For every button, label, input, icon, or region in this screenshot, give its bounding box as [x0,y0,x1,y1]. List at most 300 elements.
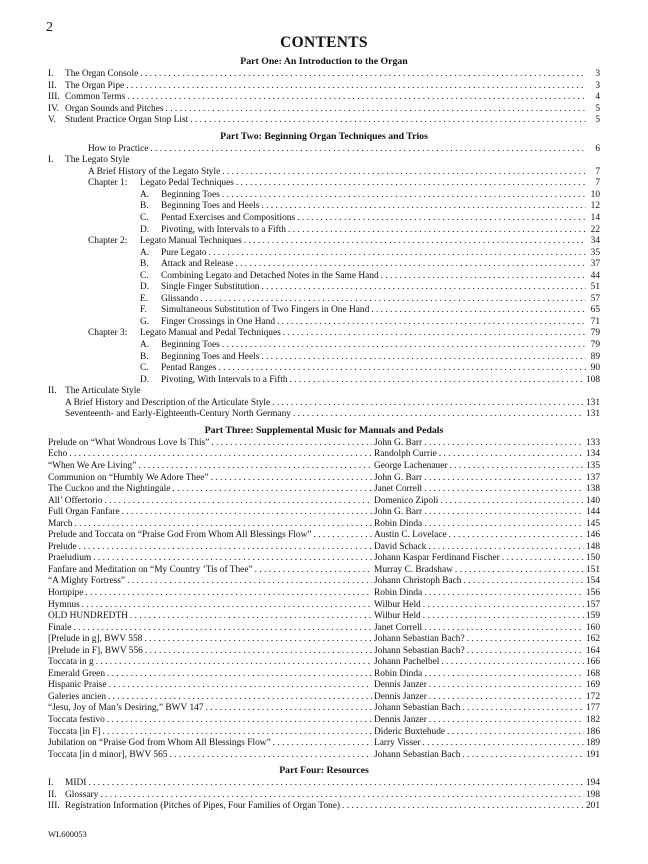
dot-leader [222,190,586,202]
music-entry[interactable] [48,473,600,485]
toc-page-number: 157 [585,599,600,610]
toc-page-number: 189 [585,738,600,749]
dot-leader [105,496,372,508]
toc-entry-text: A Brief History of the Legato Style [88,166,221,177]
music-entry[interactable] [48,703,600,715]
toc-subentry[interactable] [48,282,600,294]
music-title-cell [48,703,374,715]
toc-subentry[interactable] [48,363,600,375]
toc-entry-text: Beginning Toes [161,340,220,351]
music-title: [Prelude in g], BWV 558 [48,634,143,645]
toc-marker: III. [48,801,60,812]
music-entry[interactable] [48,507,600,519]
dot-leader [462,703,583,715]
music-entry[interactable] [48,519,600,531]
dot-leader [102,727,372,739]
toc-page-number: 65 [590,305,600,316]
toc-page-number: 3 [595,69,600,79]
toc-chapter[interactable] [48,328,600,340]
toc-subentry[interactable] [48,305,600,317]
toc-entry-text: The Legato Style [65,155,130,166]
toc-page-number: 79 [590,340,600,351]
dot-leader [144,634,372,646]
dot-leader [314,530,372,542]
music-title: Toccata [in F] [48,726,101,737]
dot-leader [371,305,586,317]
music-entry[interactable] [48,727,600,739]
toc-entry-text: Pentad Exercises and Compositions [161,213,296,224]
toc-entry-text: Glossary [65,789,99,800]
music-entry[interactable] [48,542,600,554]
toc-entry-text: Legato Pedal Techniques [140,178,234,189]
toc-marker: C. [140,213,149,224]
music-title: Emerald Green [48,668,106,679]
dot-leader [74,519,372,531]
toc-marker: D. [140,374,150,385]
toc-entry[interactable] [48,81,600,93]
toc-subentry[interactable] [48,201,600,213]
toc-page-number: 156 [585,587,600,598]
toc-entry[interactable] [48,790,600,802]
toc-page-number: 135 [585,460,600,471]
page-title: CONTENTS [280,34,368,51]
toc-entry-text: Legato Manual Techniques [140,236,242,247]
music-title-cell [48,680,374,692]
dot-leader [273,738,372,750]
toc-subentry[interactable] [48,225,600,237]
toc-page-number: 150 [585,553,600,564]
music-title-cell [48,657,374,669]
toc-page-number: 10 [590,189,600,200]
dot-leader [429,680,584,692]
toc-page-number: 177 [585,703,600,714]
toc-marker: I. [48,69,54,79]
music-entry[interactable] [48,634,600,646]
composer-name: Dennis Janzer [374,714,427,725]
toc-marker: C. [140,270,149,281]
composer-name: Dennis Janzer [374,680,427,691]
toc-page-number: 7 [595,166,600,177]
music-title-cell [48,669,374,681]
dot-leader [293,409,584,421]
toc-page-number: 198 [585,789,600,800]
toc-page-number: 138 [585,484,600,495]
dot-leader [138,461,372,473]
composer-name: Domenico Zipoli [374,495,439,506]
music-entry[interactable] [48,600,600,612]
legato-chapters [48,178,600,386]
toc-page-number: 146 [585,530,600,541]
music-entry[interactable] [48,565,600,577]
music-entry[interactable] [48,738,600,750]
composer-name: Wilbur Held [374,611,421,622]
dot-leader [130,611,372,623]
toc-page-number: 12 [590,201,600,212]
dot-leader [126,81,586,93]
dot-leader [107,669,372,681]
toc-marker: I. [48,155,54,166]
music-entry[interactable] [48,576,600,588]
toc-subentry[interactable] [48,375,600,387]
composer-name: Robin Dinda [374,587,423,598]
toc-page-number: 154 [585,576,600,587]
toc-page-number: 151 [585,564,600,575]
toc-marker: A. [140,340,150,351]
toc-entry[interactable] [48,104,600,116]
toc-subentry[interactable] [48,294,600,306]
music-title: Toccata festivo [48,714,105,725]
music-title: All’ Offertorio [48,495,103,506]
dot-leader [108,692,372,704]
toc-page-number: 3 [595,80,600,91]
music-entry[interactable] [48,438,600,450]
toc-page-number: 191 [585,749,600,760]
toc-page-number: 34 [590,236,600,247]
music-title: [Prelude in F], BWV 556 [48,645,143,656]
toc-page-number: 71 [590,316,600,327]
dot-leader [439,449,584,461]
composer-name: John G. Barr [374,507,423,518]
toc-entry-text: Glissando [161,293,199,304]
dot-leader [440,496,584,508]
toc-page-number: 7 [595,178,600,189]
toc-page-number: 182 [585,714,600,725]
dot-leader [261,352,586,364]
toc-entry[interactable] [48,409,600,421]
toc-marker: F. [140,305,147,316]
toc-entry-text: MIDI [65,778,87,789]
toc-entry-text: Pivoting, with Intervals to a Fifth [161,224,286,235]
music-title-cell [48,496,374,508]
toc-entry[interactable] [48,69,600,81]
dot-leader [467,634,584,646]
composer-name: Dennis Janzer [374,691,427,702]
dot-leader [96,657,372,669]
music-title-cell [48,623,374,635]
music-title: Prelude [48,541,77,552]
toc-entry-text: A Brief History and Description of the Articulate Style [65,397,271,408]
music-title-cell [48,438,374,450]
articulate-list [48,398,600,421]
music-title-cell [48,449,374,461]
dot-leader [109,680,372,692]
toc-marker: A. [140,189,150,200]
music-title-cell [48,588,374,600]
dot-leader [424,507,584,519]
music-title-cell [48,542,374,554]
part-four-heading: Part Four: Resources [279,765,369,777]
dot-leader [428,542,584,554]
toc-page-number: 159 [585,611,600,622]
music-title-cell [48,738,374,750]
toc-page-number: 131 [585,397,600,408]
music-title: “When We Are Living” [48,460,137,471]
toc-entry-text: Finger Crossings in One Hand [161,316,276,327]
music-entry[interactable] [48,449,600,461]
music-entry[interactable] [48,496,600,508]
music-title: Prelude on “What Wondrous Love Is This” [48,437,210,448]
dot-leader [283,328,586,340]
music-title-cell [48,484,374,496]
music-title: Echo [48,449,68,460]
toc-entry[interactable] [48,92,600,104]
composer-name: Dideric Buxtehude [374,726,446,737]
toc-page-number: 131 [585,409,600,420]
music-entry[interactable] [48,715,600,727]
music-entry[interactable] [48,623,600,635]
toc-heading-legato-style [48,155,600,167]
toc-page-number: 51 [590,282,600,293]
music-entry[interactable] [48,484,600,496]
toc-chapter[interactable] [48,178,600,190]
composer-name: Austin C. Lovelace [374,530,447,541]
toc-entry-text: Beginning Toes and Heels [161,201,260,212]
toc-marker: II. [48,386,57,397]
dot-leader [150,144,586,156]
toc-page-number: 35 [590,247,600,258]
toc-marker: B. [140,351,149,362]
toc-page-number: 166 [585,657,600,668]
dot-leader [447,727,584,739]
toc-page-number: 160 [585,622,600,633]
dot-leader [449,530,584,542]
dot-leader [93,553,372,565]
toc-page-number: 37 [590,259,600,270]
part-one-list [48,69,600,127]
dot-leader [69,449,372,461]
music-entry[interactable] [48,750,600,762]
dot-leader [201,294,587,306]
toc-entry-text: Common Terms [65,92,126,103]
toc-marker: V. [48,115,56,126]
chapter-label: Chapter 1: [88,178,128,189]
dot-leader [190,115,586,127]
music-title-cell [48,576,374,588]
toc-page-number: 5 [595,103,600,114]
music-entry[interactable] [48,680,600,692]
toc-heading-articulate-style [48,386,600,398]
toc-page-number: 162 [585,634,600,645]
toc-page-number: 172 [585,691,600,702]
music-entry[interactable] [48,692,600,704]
toc-entry[interactable] [48,778,600,790]
composer-name: Johann Kaspar Ferdinand Fischer [374,553,500,564]
dot-leader [342,801,584,813]
dot-leader [169,750,372,762]
music-title-cell [48,692,374,704]
dot-leader [145,646,372,658]
composer-name: Robin Dinda [374,518,423,529]
music-title-cell [48,727,374,739]
dot-leader [73,623,372,635]
toc-page-number: 144 [585,507,600,518]
toc-chapter[interactable] [48,236,600,248]
dot-leader [455,565,584,577]
music-title: March [48,518,73,529]
dot-leader [172,484,372,496]
composer-name: Johann Sebastian Bach [374,703,461,714]
dot-leader [211,438,372,450]
music-title: Finale [48,622,72,633]
part-two-section [48,131,600,421]
composer-name: Janet Correll [374,484,423,495]
toc-page-number: 168 [585,668,600,679]
music-entry[interactable] [48,461,600,473]
toc-entry-text: Simultaneous Substitution of Two Fingers in One Hand [161,305,370,316]
toc-subentry[interactable] [48,259,600,271]
dot-leader [277,317,586,329]
toc-page-number: 44 [590,270,600,281]
part-four-list [48,778,600,813]
music-title-cell [48,461,374,473]
toc-subentry[interactable] [48,248,600,260]
dot-leader [222,167,586,179]
music-title-cell [48,553,374,565]
toc-entry-text: Organ Sounds and Pitches [65,103,164,114]
toc-entry-text: Pure Legato [161,247,207,258]
music-title-cell [48,530,374,542]
dot-leader [100,790,584,802]
music-title: Full Organ Fanfare [48,507,120,518]
music-title: Prelude and Toccata on “Praise God From Whom All Blessings Flow” [48,530,312,541]
dot-leader [209,248,586,260]
dot-leader [424,669,584,681]
toc-page-number: 133 [585,437,600,448]
toc-subentry[interactable] [48,213,600,225]
toc-page-number: 134 [585,449,600,460]
toc-page-number: 201 [585,801,600,812]
dot-leader [127,576,372,588]
dot-leader [502,553,584,565]
composer-name: John G. Barr [374,437,423,448]
dot-leader [422,738,584,750]
composer-name: Wilbur Held [374,599,421,610]
part-one-section [48,56,600,127]
music-title: The Cuckoo and the Nightingale [48,484,171,495]
toc-subentry[interactable] [48,352,600,364]
toc-subentry[interactable] [48,340,600,352]
toc-entry-text: Legato Manual and Pedal Techniques [140,328,281,339]
music-entry[interactable] [48,611,600,623]
dot-leader [464,576,584,588]
dot-leader [449,461,583,473]
music-title: Hornpipe [48,587,84,598]
dot-leader [297,213,586,225]
part-three-heading: Part Three: Supplemental Music for Manuals and Pedals [204,424,444,436]
music-title-cell [48,473,374,485]
table-of-contents [48,56,600,817]
composer-name: Johann Sebastian Bach? [374,634,465,645]
part-one-heading: Part One: An Introduction to the Organ [240,56,408,67]
toc-marker: D. [140,282,150,293]
dot-leader [423,600,584,612]
toc-entry-legato-history[interactable] [48,167,600,179]
composer-name: Johann Pachelbel [374,657,440,668]
toc-entry-how-to-practice[interactable] [48,144,600,156]
toc-marker: C. [140,363,149,374]
music-entry[interactable] [48,646,600,658]
toc-subentry[interactable] [48,317,600,329]
toc-entry-text: Student Practice Organ Stop List [65,115,189,126]
music-entry[interactable] [48,657,600,669]
composer-name: John G. Barr [374,472,423,483]
dot-leader [255,565,372,577]
music-title-cell [48,611,374,623]
music-title-cell [48,565,374,577]
music-list [48,438,600,761]
toc-entry-text: Pentad Ranges [161,363,217,374]
music-title: Toccata in g [48,657,94,668]
music-entry[interactable] [48,530,600,542]
chapter-label: Chapter 3: [88,328,128,339]
dot-leader [127,92,586,104]
toc-entry-text: The Organ Console [65,69,139,79]
toc-marker: II. [48,80,57,91]
toc-marker: III. [48,92,60,103]
dot-leader [85,588,372,600]
dot-leader [235,259,586,271]
toc-marker: A. [140,247,150,258]
toc-page-number: 22 [590,224,600,235]
music-entry[interactable] [48,588,600,600]
composer-name: Murray C. Bradshaw [374,564,453,575]
music-entry[interactable] [48,553,600,565]
music-title-cell [48,600,374,612]
dot-leader [272,398,584,410]
composer-name: Larry Visser [374,738,421,749]
toc-page-number: 194 [585,778,600,789]
toc-entry-text: The Organ Pipe [65,80,125,91]
toc-page-number: 137 [585,472,600,483]
toc-entry[interactable] [48,801,600,813]
toc-entry-text: Beginning Toes and Heels [161,351,260,362]
dot-leader [424,438,584,450]
toc-page-number: 148 [585,541,600,552]
toc-page-number: 90 [590,363,600,374]
chapter-label: Chapter 2: [88,236,128,247]
toc-marker: IV. [48,103,60,114]
toc-subentry[interactable] [48,271,600,283]
dot-leader [429,692,584,704]
toc-entry[interactable] [48,115,600,127]
toc-marker: I. [48,778,54,789]
toc-entry[interactable] [48,398,600,410]
page-number: 2 [46,20,53,35]
dot-leader [261,282,586,294]
part-three-section [48,425,600,761]
dot-leader [381,271,586,283]
dot-leader [423,611,584,623]
toc-entry-text: Beginning Toes [161,189,220,200]
dot-leader [88,778,584,790]
toc-marker: B. [140,201,149,212]
dot-leader [107,715,372,727]
composer-name: David Schack [374,541,427,552]
toc-page-number: 89 [590,351,600,362]
dot-leader [429,715,584,727]
music-title: “Jesu, Joy of Man’s Desiring,” BWV 147 [48,703,204,714]
toc-page-number: 57 [590,293,600,304]
music-title: Hymnus [48,599,80,610]
music-title-cell [48,519,374,531]
music-title-cell [48,646,374,658]
music-title: Hispanic Praise [48,680,107,691]
dot-leader [288,225,586,237]
toc-marker: B. [140,259,149,270]
toc-page-number: 164 [585,645,600,656]
music-entry[interactable] [48,669,600,681]
toc-subentry[interactable] [48,190,600,202]
